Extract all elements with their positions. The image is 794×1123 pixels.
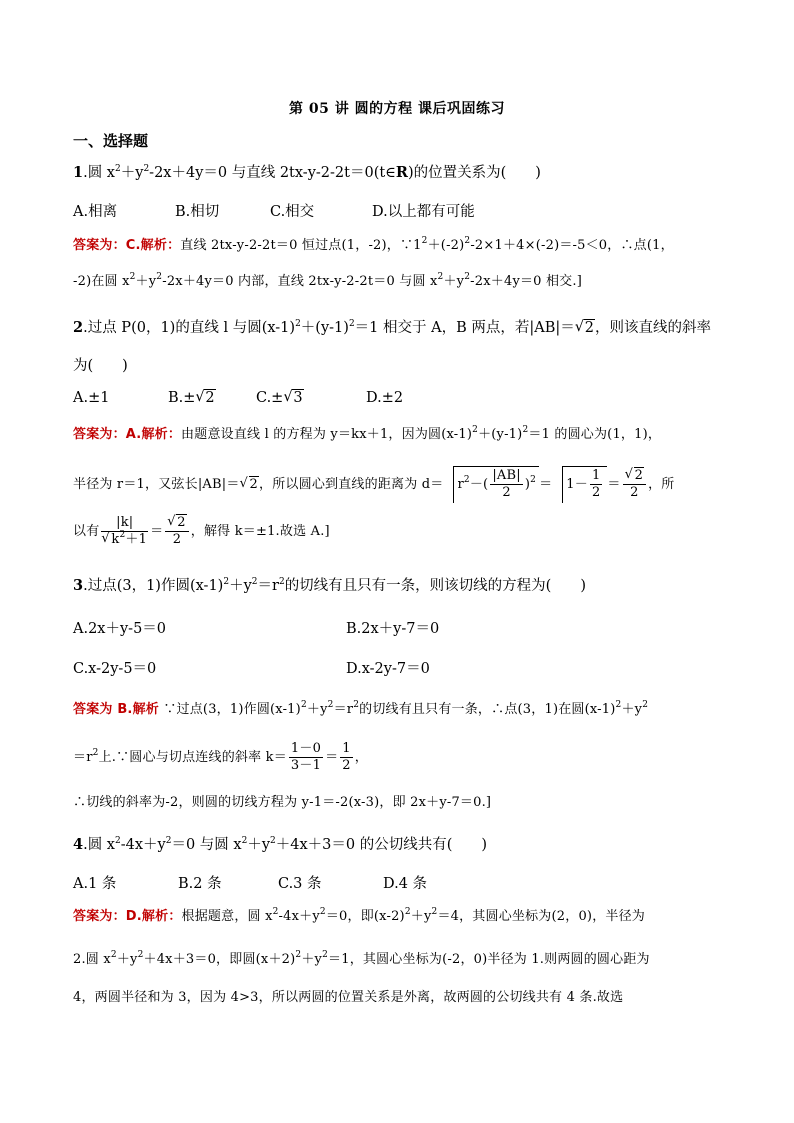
denominator bbox=[101, 532, 148, 548]
superscript: 2 bbox=[327, 700, 334, 710]
text: R bbox=[395, 164, 408, 181]
text: .过点(3，1)作圆(x-1) bbox=[83, 578, 224, 594]
denominator: 2 bbox=[172, 532, 182, 547]
denominator: 2 bbox=[502, 485, 511, 500]
sqrt-symbol bbox=[625, 468, 644, 484]
question-2-solution-line-3 bbox=[73, 514, 330, 550]
superscript: 2 bbox=[431, 907, 438, 917]
denominator: 2 bbox=[630, 485, 639, 500]
superscript: 2 bbox=[119, 530, 126, 540]
superscript: 2 bbox=[295, 950, 302, 960]
superscript: 2 bbox=[522, 425, 529, 435]
text: ＝ bbox=[539, 477, 553, 492]
superscript: 2 bbox=[110, 950, 117, 960]
question-3-solution-line-2 bbox=[73, 740, 368, 776]
text: 的切线有且只有一条，∴点(3，1)在圆(x-1) bbox=[359, 702, 616, 717]
superscript: 2 bbox=[319, 907, 326, 917]
question-3-solution-line-1 bbox=[73, 700, 648, 720]
superscript: 2 bbox=[437, 272, 444, 282]
question-4-solution-line-1 bbox=[73, 907, 645, 927]
text: .过点 P(0，1)的直线 l 与圆(x-1) bbox=[83, 320, 296, 336]
option-b: B.2 条 bbox=[178, 876, 222, 892]
question-2-stem-line-1 bbox=[73, 318, 711, 338]
question-4-solution-line-3: 4，两圆半径和为 3，因为 4>3，所以两圆的位置关系是外离，故两圆的公切线共有 4 条.故选 bbox=[73, 990, 624, 1005]
superscript: 2 bbox=[272, 907, 279, 917]
superscript: 2 bbox=[642, 700, 649, 710]
option-c: C.相交 bbox=[270, 204, 315, 220]
text: ，所 bbox=[648, 477, 675, 492]
superscript: 2 bbox=[295, 319, 301, 329]
superscript: 2 bbox=[278, 577, 285, 587]
text: 上.∵圆心与切点连线的斜率 k＝ bbox=[98, 750, 287, 765]
superscript: 2 bbox=[115, 836, 121, 846]
option-c: C.x-2y-5＝0 bbox=[73, 661, 157, 677]
text: ＋y bbox=[229, 578, 252, 594]
text: r bbox=[457, 477, 464, 492]
question-2-solution-line-2 bbox=[73, 466, 675, 503]
numerator bbox=[165, 515, 188, 532]
superscript: 2 bbox=[300, 700, 307, 710]
option-b bbox=[168, 390, 216, 406]
fraction bbox=[165, 515, 188, 548]
superscript: 2 bbox=[348, 319, 355, 329]
text: ＋y bbox=[443, 274, 465, 289]
sqrt-symbol bbox=[195, 390, 215, 406]
text: ＝0 与圆 x bbox=[171, 837, 242, 853]
text: ＋(-2) bbox=[427, 238, 465, 253]
text: ＝ bbox=[150, 524, 164, 539]
text: － bbox=[469, 477, 484, 492]
question-2-solution-line-1 bbox=[73, 425, 661, 445]
superscript: 2 bbox=[165, 836, 172, 846]
superscript: 2 bbox=[463, 475, 470, 485]
superscript: 2 bbox=[353, 700, 360, 710]
numerator: 1－0 bbox=[290, 741, 322, 756]
text: ＝4，其圆心坐标为(2，0)，半径为 bbox=[437, 909, 645, 924]
option-a: A.2x＋y-5＝0 bbox=[73, 621, 167, 637]
text: )的位置关系为( ) bbox=[407, 165, 541, 181]
text: .圆 x bbox=[83, 165, 115, 181]
option-b: B.2x＋y-7＝0 bbox=[346, 621, 440, 637]
radicand bbox=[110, 531, 148, 547]
text: 1－ bbox=[566, 477, 588, 492]
numerator: |AB| bbox=[492, 468, 521, 483]
text: ＋4x＋3＝0 的公切线共有( ) bbox=[275, 837, 488, 853]
text: ＝1 的圆心为(1，1)， bbox=[528, 427, 662, 442]
text: ＋y bbox=[135, 274, 157, 289]
question-4-solution-line-2 bbox=[73, 950, 650, 970]
text: ＋y bbox=[306, 702, 328, 717]
radicand: 2 bbox=[205, 390, 215, 406]
superscript: 2 bbox=[129, 272, 136, 282]
text: ＝ bbox=[325, 750, 339, 765]
text: -4x＋y bbox=[120, 837, 166, 853]
text: ＋y bbox=[120, 165, 144, 181]
denominator: 3－1 bbox=[290, 758, 322, 773]
text: 根据题意，圆 x bbox=[181, 909, 273, 924]
fraction bbox=[590, 468, 602, 501]
text: .圆 x bbox=[83, 837, 115, 853]
radicand bbox=[562, 466, 607, 503]
text: -2x＋4y＝0 相交.] bbox=[470, 274, 582, 289]
sqrt-symbol bbox=[167, 515, 186, 531]
option-a: A.±1 bbox=[73, 390, 110, 406]
fraction bbox=[623, 468, 646, 501]
radicand: 2 bbox=[249, 477, 259, 492]
superscript: 2 bbox=[615, 700, 622, 710]
text: ＋y bbox=[301, 952, 323, 967]
question-number: 2 bbox=[73, 319, 84, 336]
superscript: 2 bbox=[115, 164, 121, 174]
question-1-stem bbox=[73, 163, 541, 183]
radicand: 2 bbox=[584, 320, 594, 336]
sqrt-symbol bbox=[575, 318, 595, 338]
text: ＋4x＋3＝0，即圆(x＋2) bbox=[143, 952, 296, 967]
option-d: D.以上都有可能 bbox=[372, 204, 475, 220]
fraction bbox=[101, 515, 148, 548]
text: k bbox=[111, 532, 120, 547]
numerator: 1 bbox=[342, 741, 351, 756]
answer-label: 答案为：D.解析： bbox=[73, 909, 182, 924]
text: ，解得 k＝±1.故选 A.] bbox=[190, 524, 330, 539]
section-heading: 一、选择题 bbox=[73, 132, 149, 150]
numerator: |k| bbox=[101, 515, 148, 532]
radicand: 2 bbox=[634, 468, 644, 483]
big-sqrt-symbol bbox=[552, 466, 607, 503]
text: -2x＋4y＝0 内部，直线 2tx-y-2-2t＝0 与圆 x bbox=[162, 274, 438, 289]
text: ＋y bbox=[621, 702, 643, 717]
option-b: B.相切 bbox=[175, 204, 220, 220]
superscript: 2 bbox=[251, 577, 258, 587]
fraction bbox=[289, 741, 323, 774]
superscript: 2 bbox=[530, 475, 537, 485]
text: B.± bbox=[168, 390, 196, 406]
text: 以有 bbox=[73, 524, 100, 539]
superscript: 2 bbox=[472, 425, 479, 435]
numerator bbox=[623, 468, 646, 485]
superscript: 2 bbox=[137, 950, 144, 960]
option-d: D.4 条 bbox=[383, 876, 428, 892]
text: 2.圆 x bbox=[73, 952, 111, 967]
superscript: 2 bbox=[241, 836, 248, 846]
fraction bbox=[490, 468, 523, 501]
text: -2)在圆 x bbox=[73, 274, 130, 289]
denominator: 2 bbox=[342, 758, 351, 773]
text: 直线 2tx-y-2-2t＝0 恒过点(1，-2)，∵1 bbox=[180, 238, 422, 253]
text: -2x＋4y＝0 与直线 2tx-y-2-2t＝0(t∈ bbox=[149, 165, 396, 181]
superscript: 2 bbox=[464, 236, 471, 246]
question-2-stem-line-2: 为( ) bbox=[73, 358, 128, 374]
superscript: 2 bbox=[143, 164, 150, 174]
text: ＋1 bbox=[125, 532, 148, 547]
sqrt-symbol bbox=[101, 532, 148, 548]
big-sqrt-symbol bbox=[443, 466, 539, 503]
radicand: $r^2-$( $\frac{|AB|}{2}$ )$^2$ bbox=[453, 466, 539, 503]
text: 的切线有且只有一条，则该切线的方程为( ) bbox=[284, 578, 586, 594]
question-number: 3 bbox=[73, 577, 84, 594]
superscript: 2 bbox=[322, 950, 329, 960]
superscript: 2 bbox=[156, 272, 163, 282]
text: ＝0，即(x-2) bbox=[325, 909, 405, 924]
text: ＝1，其圆心坐标为(-2，0)半径为 1.则两圆的圆心距为 bbox=[328, 952, 650, 967]
text: ， bbox=[354, 750, 368, 765]
question-1-solution-line-2 bbox=[73, 272, 582, 292]
text: ，则该直线的斜率 bbox=[594, 320, 711, 336]
superscript: 2 bbox=[421, 236, 428, 246]
question-3-solution-line-3: ∴切线的斜率为-2，则圆的切线方程为 y-1＝-2(x-3)，即 2x＋y-7＝0.] bbox=[73, 795, 492, 810]
radicand: 2 bbox=[177, 515, 186, 530]
text: 半径为 r＝1，又弦长|AB|＝ bbox=[73, 477, 240, 492]
text: ＋y bbox=[116, 952, 138, 967]
text: -4x＋y bbox=[278, 909, 320, 924]
text: ＝ bbox=[607, 477, 621, 492]
sqrt-symbol bbox=[240, 467, 259, 503]
answer-label: 答案为：C.解析： bbox=[73, 238, 181, 253]
text: C.± bbox=[256, 390, 284, 406]
answer-label: 答案为：A.解析： bbox=[73, 427, 182, 442]
document-title: 第 05 讲 圆的方程 课后巩固练习 bbox=[289, 101, 505, 117]
text: ＋y bbox=[410, 909, 432, 924]
text: ＋(y-1) bbox=[300, 320, 349, 336]
superscript: 2 bbox=[92, 748, 99, 758]
text: ＝r bbox=[257, 578, 279, 594]
question-3-stem bbox=[73, 576, 586, 596]
question-4-stem bbox=[73, 835, 487, 855]
text: ＋y bbox=[247, 837, 271, 853]
superscript: 2 bbox=[223, 577, 230, 587]
question-1-solution-line-1 bbox=[73, 236, 674, 256]
fraction bbox=[340, 741, 352, 774]
text: -2×1＋4×(-2)＝-5＜0，∴点(1， bbox=[470, 238, 674, 253]
option-d: D.x-2y-7＝0 bbox=[346, 661, 430, 677]
text: ＋(y-1) bbox=[478, 427, 523, 442]
question-number: 1 bbox=[73, 164, 84, 181]
superscript: 2 bbox=[464, 272, 471, 282]
option-c: C.3 条 bbox=[278, 876, 322, 892]
question-number: 4 bbox=[73, 836, 84, 853]
text: ＝1 相交于 A，B 两点，若|AB|＝ bbox=[354, 320, 575, 336]
superscript: 2 bbox=[270, 836, 276, 846]
answer-label: 答案为 B.解析 bbox=[73, 702, 159, 717]
option-a: A.相离 bbox=[73, 204, 118, 220]
radicand: 3 bbox=[293, 390, 303, 406]
text: ＝r bbox=[73, 750, 93, 765]
numerator: 1 bbox=[591, 468, 601, 483]
text: ∵过点(3，1)作圆(x-1) bbox=[163, 702, 301, 717]
text: 由题意设直线 l 的方程为 y＝kx＋1，因为圆(x-1) bbox=[181, 427, 473, 442]
option-c bbox=[256, 390, 304, 406]
option-d: D.±2 bbox=[366, 390, 404, 406]
text: ＝r bbox=[333, 702, 354, 717]
denominator: 2 bbox=[591, 485, 601, 500]
superscript: 2 bbox=[404, 907, 411, 917]
text: ，所以圆心到直线的距离为 d＝ bbox=[259, 477, 444, 492]
option-a: A.1 条 bbox=[73, 876, 117, 892]
sqrt-symbol bbox=[283, 390, 303, 406]
